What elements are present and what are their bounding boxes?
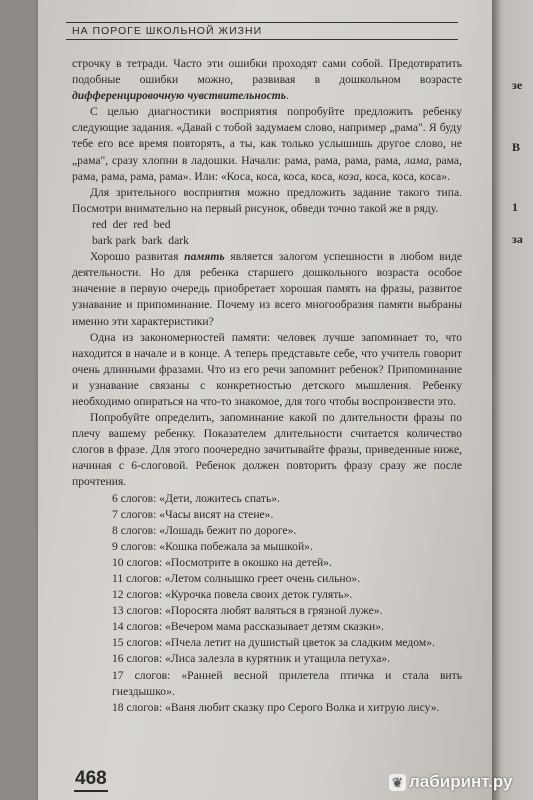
list-item: 15 слогов: «Пчела летит на душистый цветок за сладким медом». (112, 636, 435, 650)
emphasis-word: коза (338, 169, 360, 183)
paragraph-1-text: строчку в тетради. Часто эти ошибки проходят сами собой. Предотвратить подобные ошибки можно, развивая в дошкольном возрасте (72, 57, 462, 87)
list-item: 12 слогов: «Курочка повела своих деток гулять». (112, 588, 353, 602)
list-item: 14 слогов: «Вечером мама рассказывает детям сказки». (112, 620, 384, 634)
list-item: 17 слогов: «Ранней весной прилетела птичка и стала вить гнездышко». (112, 668, 462, 698)
word-row: bark park bark dark (92, 234, 189, 248)
emphasis-word: лама (404, 153, 429, 167)
word-rows (92, 217, 462, 249)
paragraph-2 (72, 104, 462, 184)
paragraph-2-text-b: , рама, рама, рама, рама, рама». Или: «Коса, коса, коса, коса, (72, 153, 462, 183)
page-number: 468 (75, 768, 107, 789)
next-page-fragment: за (512, 232, 523, 246)
next-page-fragment: зе (512, 78, 523, 92)
list-item: 16 слогов: «Лиса залезла в курятник и утащила петуха». (112, 652, 391, 666)
paragraph-2-text: С целью диагностики восприятия попробуйте предложить ребенку следующие задания. «Давай с тобой задумаем слово, например „рама". Я буду тебе его все время повторять, а ты, как только услышишь другое слово, не „рама", сразу хлопни в ладошки. Начали: рама, рама, рама, рама, (72, 105, 462, 167)
emphasis-term: дифференцировочную чувствительность (72, 89, 287, 103)
paragraph-1 (72, 56, 462, 104)
list-item: 13 слогов: «Поросята любят валяться в грязной луже». (112, 604, 383, 618)
list-item: 7 слогов: «Часы висят на стене». (112, 507, 274, 521)
paragraph-2-end: , коса, коса, коса». (359, 169, 450, 183)
paragraph-3: Для зрительного восприятия можно предложить задание такого типа. Посмотри внимательно на первый рисунок, обведи точно такой же в ряду. (72, 185, 462, 215)
watermark (389, 772, 512, 792)
paragraph-4 (72, 249, 462, 329)
paragraph-6: Попробуйте определить, запоминание какой по длительности фразы по плечу вашему ребенку. Показателем длительности считается количество слогов в фразе. Для этого поочередно зачитывайте фразы, приведенные ниже, начиная с 6-слоговой. Ребенок должен повторить фразу сразу же после прочтения. (72, 411, 462, 489)
list-item: 18 слогов: «Ваня любит сказку про Серого Волка и хитрую лису». (112, 700, 440, 714)
next-page-edge (492, 0, 533, 800)
paragraph-4-text: Хорошо развитая (90, 250, 185, 264)
next-page-fragment: 1 (512, 200, 518, 214)
list-item: 10 слогов: «Посмотрите в окошко на детей». (112, 555, 332, 569)
list-item: 6 слогов: «Дети, ложитесь спать». (112, 491, 280, 505)
word-row: red der red bed (92, 217, 171, 231)
labirint-logo-icon: ❦ (389, 774, 406, 791)
paragraph-4-end: является залогом успешности в любом виде деятельности. Но для ребенка старшего дошкольного возраста особое значение в первую очередь приобретает хорошая память на фразы, развитое узнавание и припоминание. Почему из всего многообразия памяти выбраны именно эти характеристики? (72, 250, 462, 328)
book-page (38, 0, 492, 800)
running-header (66, 22, 458, 40)
list-item: 9 слогов: «Кошка побежала за мышкой». (112, 539, 313, 553)
emphasis-term: память (184, 250, 225, 264)
body-text (72, 56, 462, 716)
paragraph-1-end: . (286, 89, 289, 103)
list-item: 8 слогов: «Лошадь бежит по дороге». (112, 523, 297, 537)
header-title: НА ПОРОГЕ ШКОЛЬНОЙ ЖИЗНИ (72, 25, 263, 37)
page-number-rule (74, 790, 108, 792)
syllable-list (72, 491, 462, 716)
paragraph-5: Одна из закономерностей памяти: человек лучше запоминает то, что находится в начале и в конце. А теперь представьте себе, что учитель говорит очень длинными фразами. Что из его речи запомнит ребенок? Припоминание и узнавание связаны с конкретностью детского мышления. Ребенку необходимо опираться на что-то знакомое, для того чтобы воспроизвести это. (72, 330, 462, 408)
next-page-fragment: В (512, 140, 521, 154)
watermark-text: лабиринт.ру (409, 772, 513, 791)
list-item: 11 слогов: «Летом солнышко греет очень сильно». (112, 572, 361, 585)
